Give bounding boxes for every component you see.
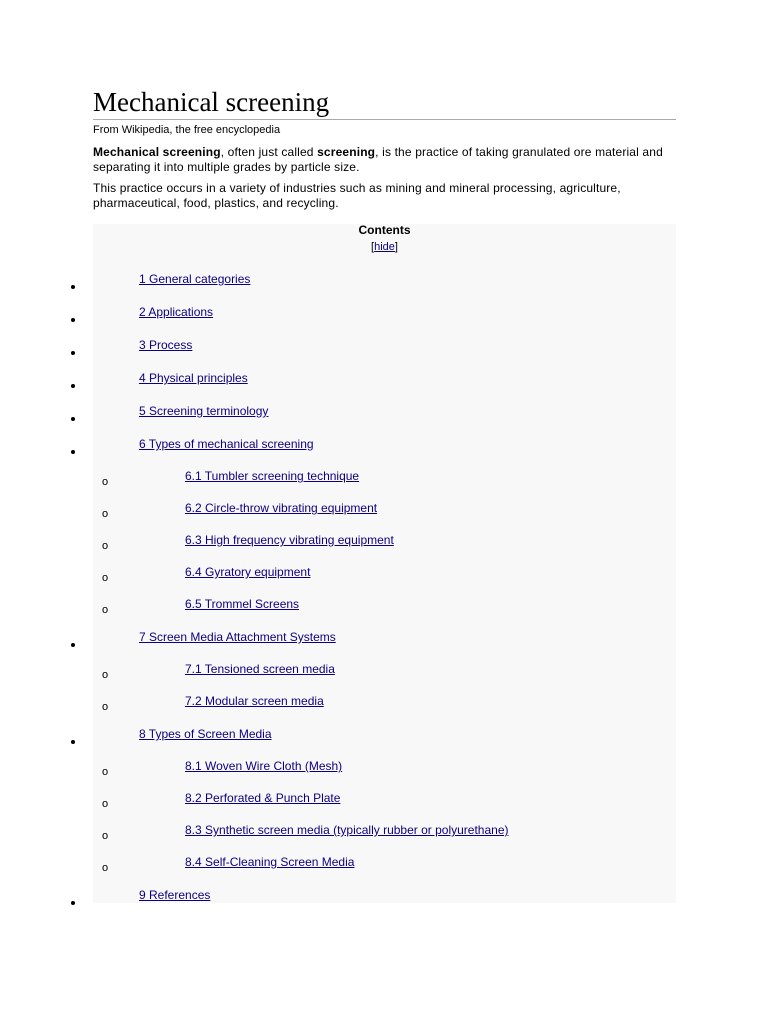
tagline: From Wikipedia, the free encyclopedia (93, 124, 281, 136)
bullet-circle-icon: o (102, 669, 109, 681)
page-title: Mechanical screening (93, 86, 676, 120)
toc-link[interactable]: 4 Physical principles (139, 371, 248, 385)
bullet-disc-icon (71, 643, 75, 647)
bullet-disc-icon (71, 740, 75, 744)
toc-link[interactable]: 2 Applications (139, 305, 214, 319)
bullet-circle-icon: o (102, 572, 109, 584)
bullet-circle-icon: o (102, 508, 109, 520)
toc-link[interactable]: 1 General categories (139, 272, 251, 286)
toc-link[interactable]: 6.4 Gyratory equipment (185, 565, 311, 579)
second-paragraph: This practice occurs in a variety of industries such as mining and mineral processing, agriculture, pharmaceutical, food, plastics, and recycling. (93, 181, 621, 210)
toc-link[interactable]: 6.3 High frequency vibrating equipment (185, 533, 394, 547)
bullet-disc-icon (71, 450, 75, 454)
toc-link[interactable]: 6 Types of mechanical screening (139, 437, 314, 451)
bullet-circle-icon: o (102, 798, 109, 810)
toc-hide-toggle (93, 241, 676, 254)
bullet-disc-icon (71, 318, 75, 322)
bullet-disc-icon (71, 384, 75, 388)
toc-link[interactable]: 8 Types of Screen Media (139, 727, 272, 741)
bullet-circle-icon: o (102, 862, 109, 874)
intro-text: , often just called (220, 145, 318, 159)
bullet-disc-icon (71, 417, 75, 421)
toc-link[interactable]: 8.3 Synthetic screen media (typically rubber or polyurethane) (185, 823, 509, 837)
toc-hide-link[interactable]: hide (374, 241, 395, 253)
table-of-contents (93, 224, 676, 903)
toc-link[interactable]: 5 Screening terminology (139, 404, 269, 418)
bullet-disc-icon (71, 285, 75, 289)
toc-link[interactable]: 7.2 Modular screen media (185, 694, 324, 708)
toc-link[interactable]: 8.2 Perforated & Punch Plate (185, 791, 341, 805)
bullet-disc-icon (71, 901, 75, 905)
toc-link[interactable]: 6.1 Tumbler screening technique (185, 469, 360, 483)
bullet-circle-icon: o (102, 604, 109, 616)
bullet-disc-icon (71, 351, 75, 355)
bullet-circle-icon: o (102, 476, 109, 488)
bullet-circle-icon: o (102, 701, 109, 713)
toc-link[interactable]: 9 References (139, 888, 211, 902)
intro-bold-term: Mechanical screening (93, 145, 221, 159)
toc-link[interactable]: 6.2 Circle-throw vibrating equipment (185, 501, 378, 515)
intro-paragraph (93, 145, 676, 175)
bullet-circle-icon: o (102, 540, 109, 552)
bullet-circle-icon: o (102, 766, 109, 778)
intro-bold-term-2: screening (317, 145, 376, 159)
bullet-circle-icon: o (102, 830, 109, 842)
toc-link[interactable]: 7.1 Tensioned screen media (185, 662, 335, 676)
toc-link[interactable]: 7 Screen Media Attachment Systems (139, 630, 336, 644)
toc-link[interactable]: 6.5 Trommel Screens (185, 597, 300, 611)
toc-link[interactable]: 8.1 Woven Wire Cloth (Mesh) (185, 759, 343, 773)
intro-text-2: , is the practice of taking granulated ore material and separating it into multiple grades by particle size. (93, 145, 663, 174)
toc-link[interactable]: 8.4 Self-Cleaning Screen Media (185, 855, 355, 869)
toc-link[interactable]: 3 Process (139, 338, 193, 352)
toc-hide-close: ] (394, 241, 398, 253)
toc-heading: Contents (358, 223, 411, 237)
article-header (93, 86, 676, 211)
toc-hide-open: [ (371, 241, 375, 253)
